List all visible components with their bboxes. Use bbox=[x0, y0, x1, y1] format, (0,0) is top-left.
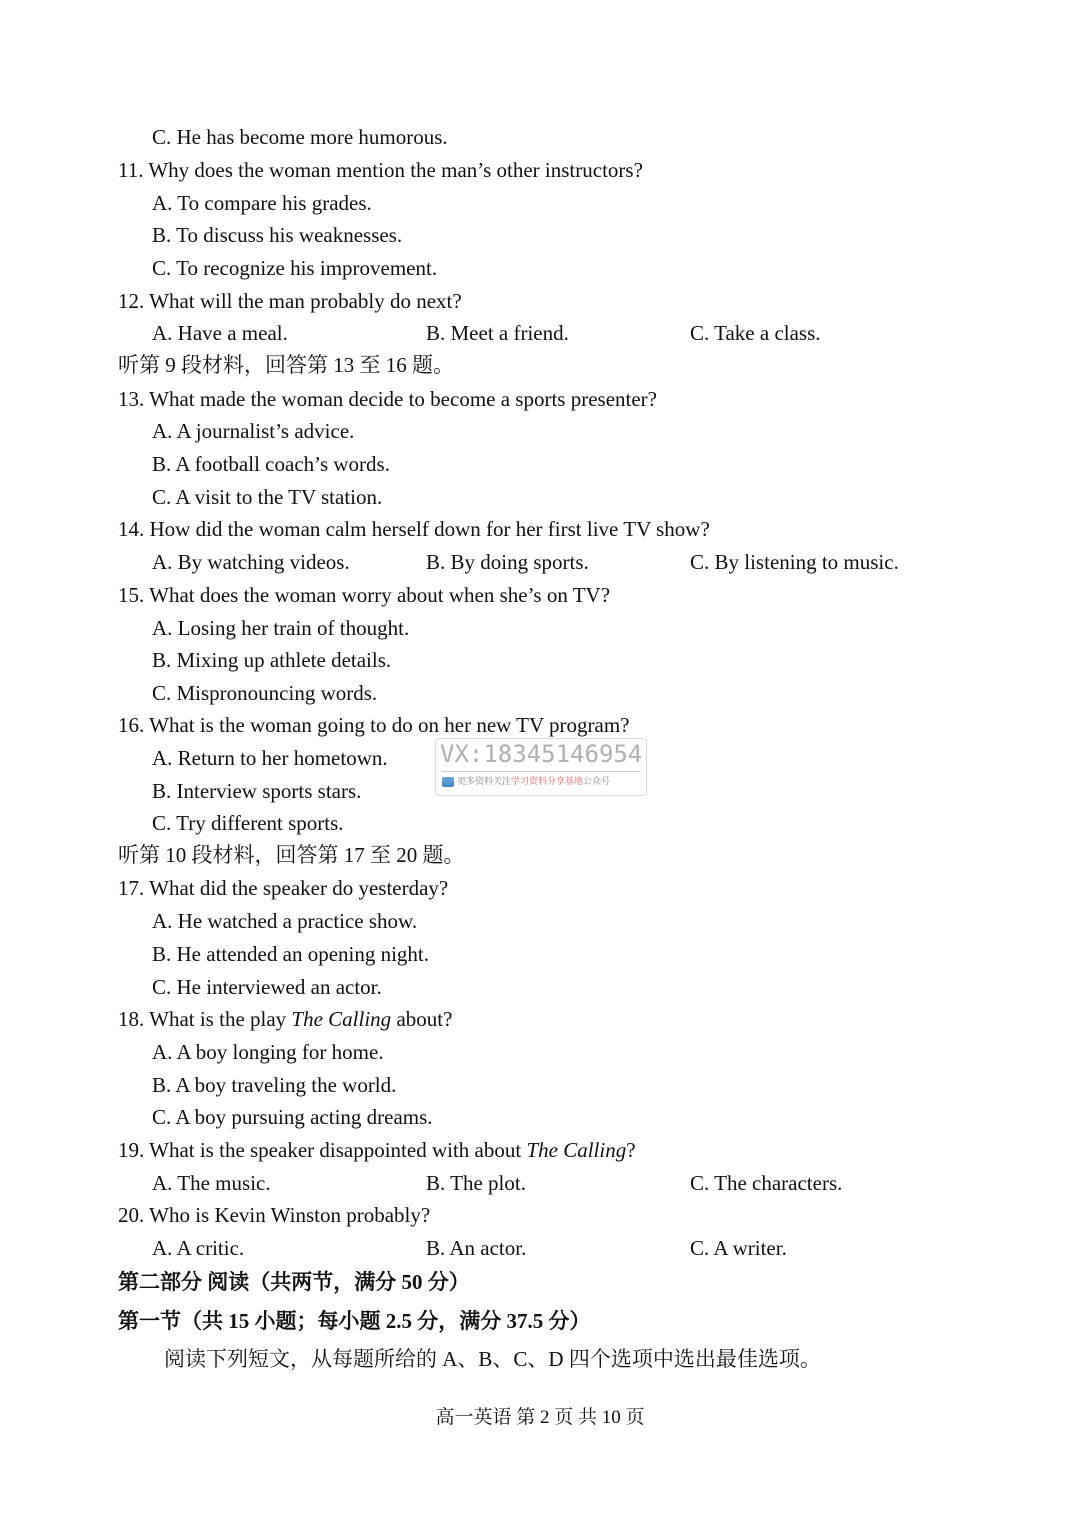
question-text: ? bbox=[626, 1138, 636, 1162]
option-text: B. Meet a friend. bbox=[426, 321, 569, 345]
question-text: 19. What is the speaker disappointed with about bbox=[118, 1138, 527, 1162]
play-title: The Calling bbox=[291, 1007, 392, 1031]
divider bbox=[442, 771, 640, 772]
question-19 bbox=[118, 1138, 636, 1162]
question-18 bbox=[118, 1007, 452, 1031]
book-icon bbox=[442, 777, 454, 787]
option-text: A. The music. bbox=[152, 1171, 271, 1195]
part-heading: 第二部分 阅读（共两节，满分 50 分） bbox=[118, 1270, 470, 1294]
option-text: C. A visit to the TV station. bbox=[152, 485, 383, 509]
question-13: 13. What made the woman decide to become a sports presenter? bbox=[118, 387, 657, 411]
question-14: 14. How did the woman calm herself down for her first live TV show? bbox=[118, 517, 710, 541]
option-text: B. By doing sports. bbox=[426, 550, 589, 574]
option-text: A. A critic. bbox=[152, 1236, 245, 1260]
question-16: 16. What is the woman going to do on her new TV program? bbox=[118, 713, 630, 737]
option-text: C. Take a class. bbox=[690, 321, 821, 345]
section-heading: 听第 9 段材料，回答第 13 至 16 题。 bbox=[118, 353, 454, 377]
option-text: C. Mispronouncing words. bbox=[152, 681, 378, 705]
page-footer: 高一英语 第 2 页 共 10 页 bbox=[435, 1407, 645, 1428]
section-heading: 听第 10 段材料，回答第 17 至 20 题。 bbox=[118, 843, 465, 867]
option-text: C. A writer. bbox=[690, 1236, 787, 1260]
option-text: B. To discuss his weaknesses. bbox=[152, 223, 403, 247]
option-text: A. Losing her train of thought. bbox=[152, 616, 410, 640]
option-text: B. Interview sports stars. bbox=[152, 779, 362, 803]
question-15: 15. What does the woman worry about when she’s on TV? bbox=[118, 583, 611, 607]
watermark-subtext-post: 公众号 bbox=[583, 777, 611, 787]
option-text: C. To recognize his improvement. bbox=[152, 256, 438, 280]
watermark-subtext-pre: 更多资料关注 bbox=[457, 777, 512, 787]
option-text: C. He has become more humorous. bbox=[152, 125, 448, 149]
option-text: C. A boy pursuing acting dreams. bbox=[152, 1105, 433, 1129]
option-text: C. The characters. bbox=[690, 1171, 843, 1195]
option-text: C. By listening to music. bbox=[690, 550, 899, 574]
option-text: B. A boy traveling the world. bbox=[152, 1073, 397, 1097]
option-text: A. To compare his grades. bbox=[152, 191, 372, 215]
watermark-subtext-highlight: 学习资料分享基地 bbox=[511, 777, 584, 787]
instructions: 阅读下列短文，从每题所给的 A、B、C、D 四个选项中选出最佳选项。 bbox=[164, 1347, 821, 1371]
question-17: 17. What did the speaker do yesterday? bbox=[118, 876, 449, 900]
watermark-text: VX:18345146954 bbox=[440, 740, 643, 768]
option-text: A. Return to her hometown. bbox=[152, 746, 388, 770]
option-text: A. By watching videos. bbox=[152, 550, 350, 574]
option-text: B. Mixing up athlete details. bbox=[152, 648, 392, 672]
question-text: 18. What is the play bbox=[118, 1007, 292, 1031]
play-title: The Calling bbox=[526, 1138, 627, 1162]
option-text: C. Try different sports. bbox=[152, 811, 344, 835]
option-text: B. A football coach’s words. bbox=[152, 452, 390, 476]
question-20: 20. Who is Kevin Winston probably? bbox=[118, 1203, 431, 1227]
option-text: B. An actor. bbox=[426, 1236, 527, 1260]
option-text: B. The plot. bbox=[426, 1171, 526, 1195]
question-text: about? bbox=[391, 1007, 453, 1031]
option-text: A. Have a meal. bbox=[152, 321, 288, 345]
option-text: C. He interviewed an actor. bbox=[152, 975, 382, 999]
section-heading: 第一节（共 15 小题；每小题 2.5 分，满分 37.5 分） bbox=[118, 1309, 591, 1333]
question-12: 12. What will the man probably do next? bbox=[118, 289, 462, 313]
option-text: A. A boy longing for home. bbox=[152, 1040, 384, 1064]
option-text: A. He watched a practice show. bbox=[152, 909, 418, 933]
question-11: 11. Why does the woman mention the man’s other instructors? bbox=[118, 158, 643, 182]
watermark-subtext bbox=[442, 775, 642, 789]
option-text: A. A journalist’s advice. bbox=[152, 419, 355, 443]
option-text: B. He attended an opening night. bbox=[152, 942, 430, 966]
watermark bbox=[435, 738, 647, 796]
